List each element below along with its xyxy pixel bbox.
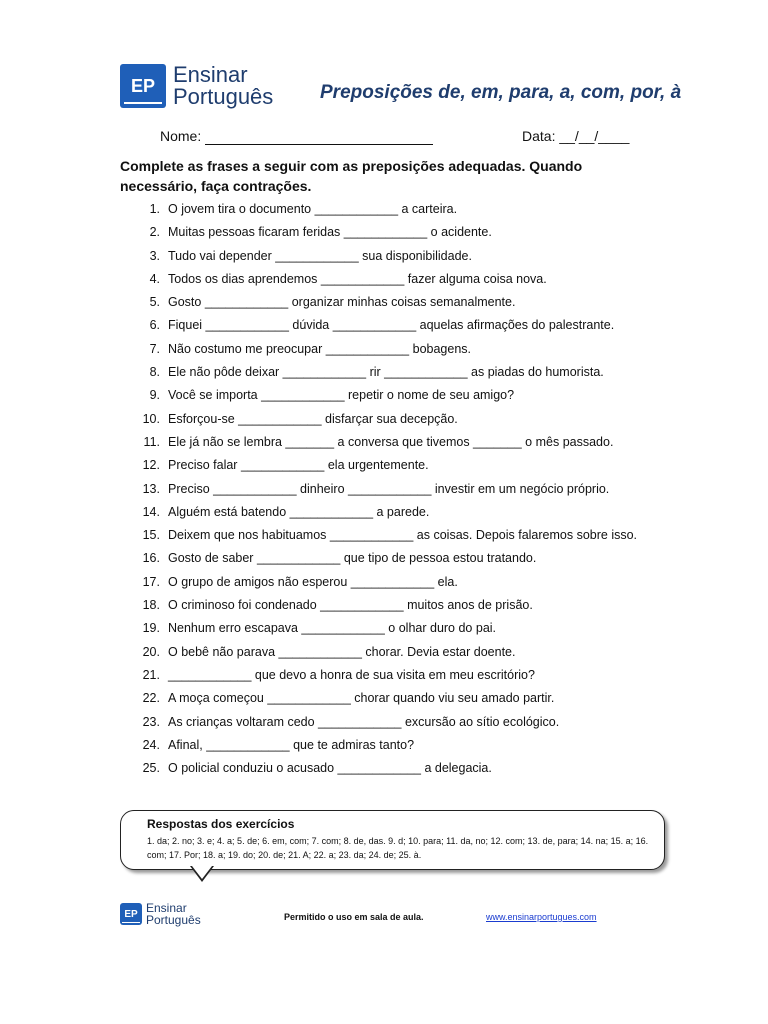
exercise-number: 14. xyxy=(142,504,160,519)
exercise-text: Preciso ____________ dinheiro ____________ investir em um negócio próprio. xyxy=(168,481,610,496)
footer-logo-badge: EP xyxy=(120,903,142,925)
exercise-list xyxy=(130,202,660,784)
exercise-text: O policial conduziu o acusado ____________ a delegacia. xyxy=(168,761,492,776)
exercise-number: 22. xyxy=(142,691,160,706)
logo-line-1: Ensinar xyxy=(173,62,248,87)
name-field[interactable] xyxy=(160,128,433,145)
exercise-text: Afinal, ____________ que te admiras tanto? xyxy=(168,737,415,752)
exercise-text: Ele já não se lembra _______ a conversa que tivemos _______ o mês passado. xyxy=(168,434,614,449)
exercise-number: 2. xyxy=(149,225,160,240)
exercise-item xyxy=(130,715,660,738)
exercise-text: Esforçou-se ____________ disfarçar sua decepção. xyxy=(168,411,458,426)
answers-text: 1. da; 2. no; 3. e; 4. a; 5. de; 6. em, com; 7. com; 8. de, das. 9. d; 10. para; 11. da, no; 12. com; 13. de, para; 14. na; 15. a; 16. com; 17. Por; 18. a; 19. do; 20. de; 21. A; 22. a; 23. da; 24. de; 25. à. xyxy=(147,836,649,860)
exercise-text: Gosto de saber ____________ que tipo de pessoa estou tratando. xyxy=(168,551,537,566)
name-line[interactable] xyxy=(205,128,433,145)
exercise-number: 4. xyxy=(149,271,160,286)
exercise-text: Muitas pessoas ficaram feridas ____________ o acidente. xyxy=(168,225,492,240)
footer-note: Permitido o uso em sala de aula. xyxy=(284,912,424,922)
footer-logo-wordmark xyxy=(146,902,201,926)
exercise-item xyxy=(130,249,660,272)
answers-box xyxy=(120,810,665,870)
logo-line-2: Português xyxy=(173,84,274,109)
logo-badge: EP xyxy=(120,64,166,108)
exercise-text: A moça começou ____________ chorar quando viu seu amado partir. xyxy=(168,691,555,706)
exercise-item xyxy=(130,435,660,458)
exercise-number: 16. xyxy=(142,551,160,566)
exercise-item xyxy=(130,575,660,598)
exercise-number: 3. xyxy=(149,248,160,263)
exercise-text: Gosto ____________ organizar minhas coisas semanalmente. xyxy=(168,295,516,310)
exercise-number: 15. xyxy=(142,528,160,543)
footer-logo xyxy=(120,902,201,926)
exercise-text: O jovem tira o documento ____________ a carteira. xyxy=(168,202,458,216)
exercise-number: 12. xyxy=(142,458,160,473)
exercise-item xyxy=(130,388,660,411)
footer-logo-line-2: Português xyxy=(146,913,201,927)
exercise-item xyxy=(130,645,660,668)
exercise-number: 1. xyxy=(149,202,160,216)
name-label: Nome: xyxy=(160,128,202,144)
exercise-number: 8. xyxy=(149,365,160,380)
exercise-text: As crianças voltaram cedo ____________ excursão ao sítio ecológico. xyxy=(168,714,560,729)
exercise-item xyxy=(130,528,660,551)
page-title: Preposições de, em, para, a, com, por, à xyxy=(320,82,682,103)
exercise-item xyxy=(130,691,660,714)
exercise-number: 18. xyxy=(142,598,160,613)
brand-logo xyxy=(120,64,273,108)
exercise-number: 17. xyxy=(142,574,160,589)
exercise-item xyxy=(130,202,660,225)
exercise-item xyxy=(130,365,660,388)
exercise-number: 24. xyxy=(142,737,160,752)
exercise-item xyxy=(130,598,660,621)
exercise-number: 19. xyxy=(142,621,160,636)
footer-website-link[interactable]: www.ensinarportugues.com xyxy=(486,912,597,922)
exercise-item xyxy=(130,505,660,528)
exercise-text: Deixem que nos habituamos ____________ as coisas. Depois falaremos sobre isso. xyxy=(168,528,638,543)
exercise-number: 6. xyxy=(149,318,160,333)
exercise-number: 21. xyxy=(142,667,160,682)
exercise-text: Você se importa ____________ repetir o nome de seu amigo? xyxy=(168,388,515,403)
exercise-item xyxy=(130,295,660,318)
exercise-text: O criminoso foi condenado ____________ muitos anos de prisão. xyxy=(168,598,533,613)
exercise-item xyxy=(130,458,660,481)
exercise-text: O bebê não parava ____________ chorar. Devia estar doente. xyxy=(168,644,516,659)
exercise-number: 20. xyxy=(142,644,160,659)
exercise-text: Tudo vai depender ____________ sua disponibilidade. xyxy=(168,248,472,263)
exercise-item xyxy=(130,225,660,248)
exercise-text: Fiquei ____________ dúvida ____________ aquelas afirmações do palestrante. xyxy=(168,318,615,333)
exercise-item xyxy=(130,318,660,341)
exercise-item xyxy=(130,482,660,505)
exercise-number: 23. xyxy=(142,714,160,729)
exercise-number: 9. xyxy=(149,388,160,403)
answers-title: Respostas dos exercícios xyxy=(147,817,295,831)
exercise-item xyxy=(130,738,660,761)
exercise-text: O grupo de amigos não esperou ____________ ela. xyxy=(168,574,458,589)
exercise-text: Não costumo me preocupar ____________ bobagens. xyxy=(168,341,471,356)
exercise-number: 25. xyxy=(142,761,160,776)
exercise-number: 7. xyxy=(149,341,160,356)
exercise-text: Todos os dias aprendemos ____________ fazer alguma coisa nova. xyxy=(168,271,547,286)
footer-logo-line-1: Ensinar xyxy=(146,901,187,915)
exercise-item xyxy=(130,621,660,644)
exercise-text: Ele não pôde deixar ____________ rir ____________ as piadas do humorista. xyxy=(168,365,604,380)
exercise-number: 10. xyxy=(142,411,160,426)
exercise-number: 11. xyxy=(143,434,160,449)
exercise-item xyxy=(130,272,660,295)
exercise-text: Preciso falar ____________ ela urgentemente. xyxy=(168,458,429,473)
exercise-text: ____________ que devo a honra de sua visita em meu escritório? xyxy=(168,667,535,682)
logo-wordmark xyxy=(173,64,273,108)
speech-bubble-tail-inner xyxy=(192,866,212,879)
instructions: Complete as frases a seguir com as preposições adequadas. Quando necessário, faça contrações. xyxy=(120,158,583,194)
exercise-item xyxy=(130,342,660,365)
exercise-item xyxy=(130,668,660,691)
date-field[interactable]: Data: __/__/____ xyxy=(522,128,630,144)
exercise-item xyxy=(130,761,660,784)
exercise-item xyxy=(130,412,660,435)
exercise-text: Nenhum erro escapava ____________ o olhar duro do pai. xyxy=(168,621,497,636)
exercise-number: 13. xyxy=(142,481,160,496)
exercise-number: 5. xyxy=(149,295,160,310)
exercise-item xyxy=(130,551,660,574)
exercise-text: Alguém está batendo ____________ a parede. xyxy=(168,504,430,519)
